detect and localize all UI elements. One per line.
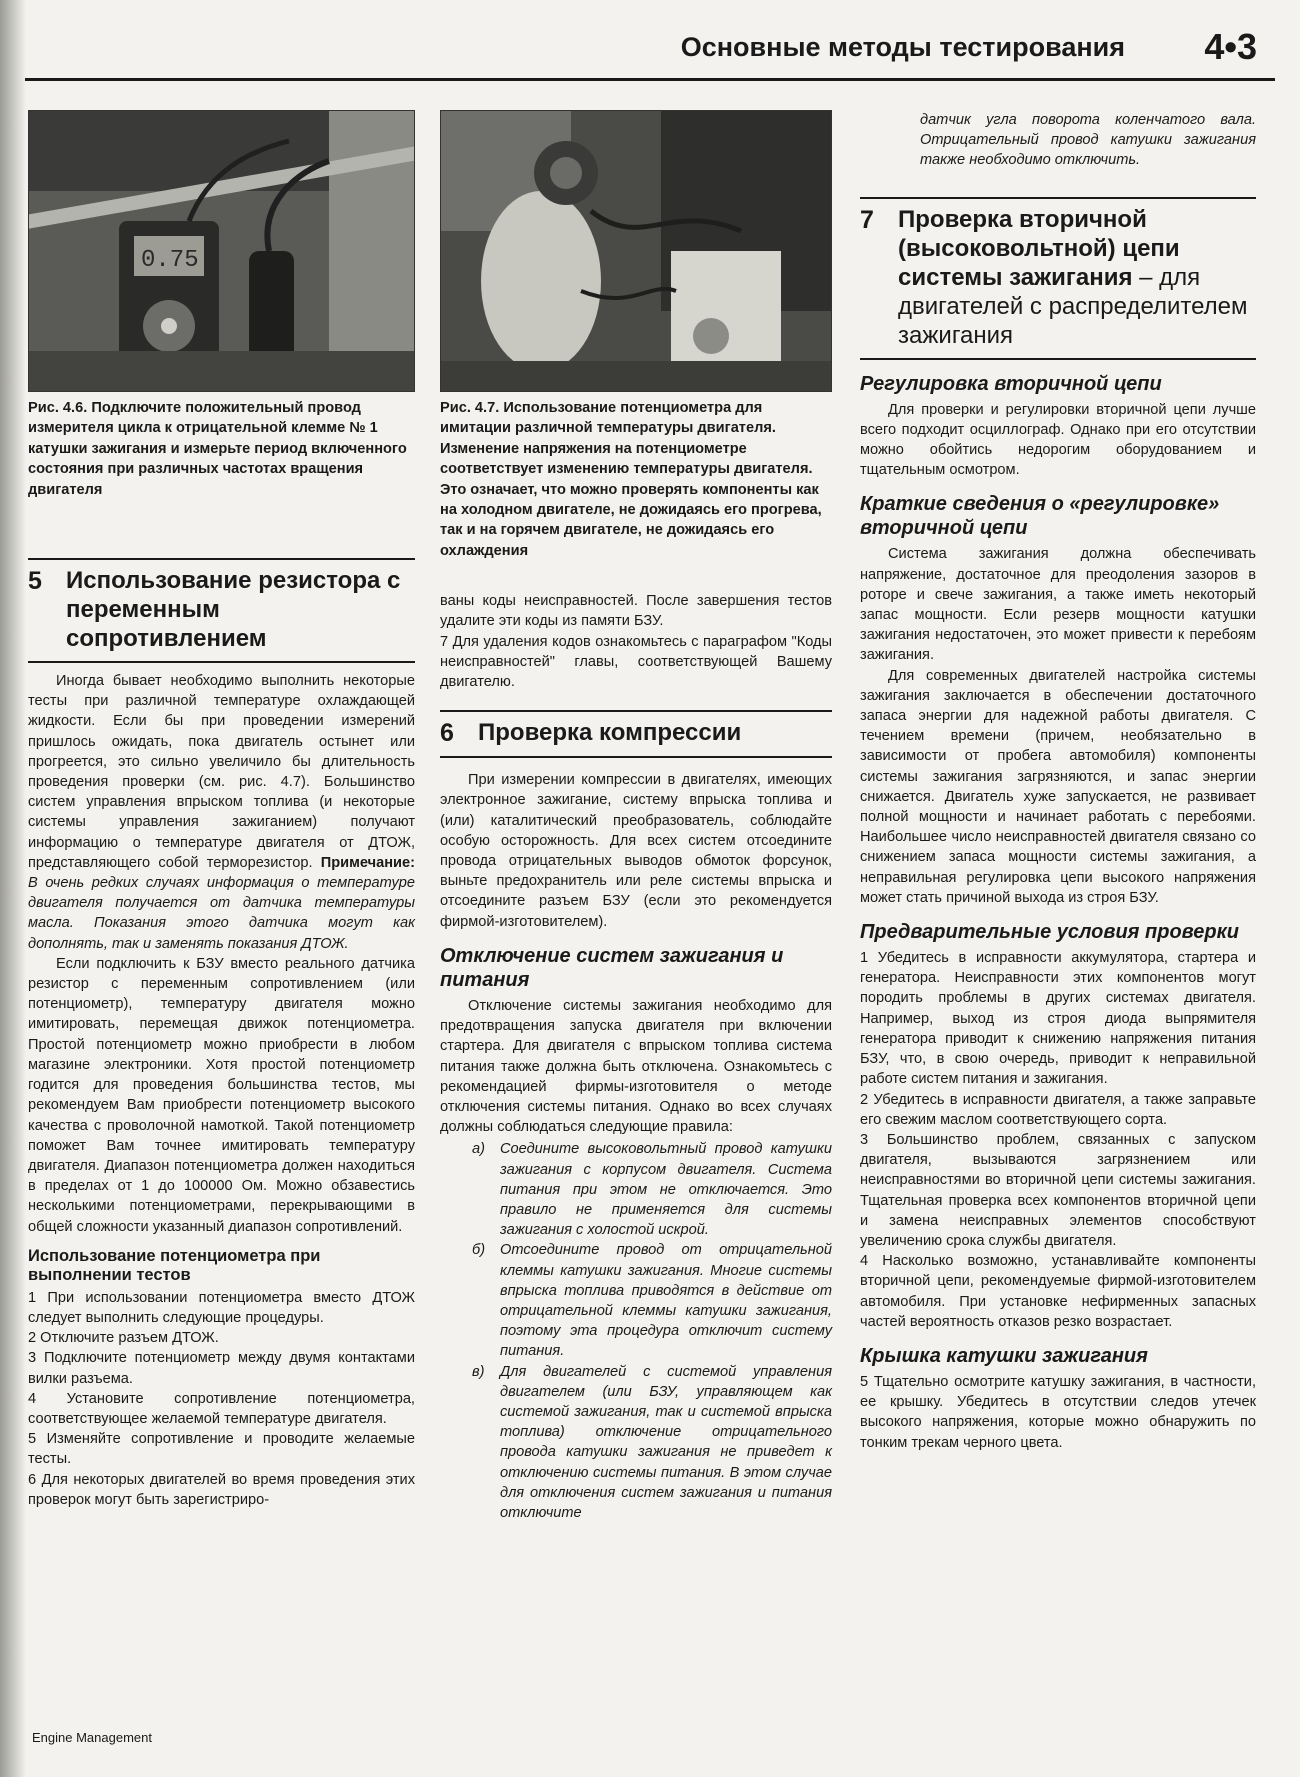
page-header [25, 28, 1275, 81]
step-item: 3 Большинство проблем, связанных с запуском двигателя, вызываются загрязнением или неисправностями во вторичной цепи системы зажигания. Тщательная проверка всех компонентов вторичной цепи и замена неисправных элементов способствуют увеличению срока службы двигателя. [860, 1131, 1256, 1249]
rule-item: в) Для двигателей с системой управления двигателем (или БЗУ, управляющем как системой зажигания, так и системой впрыска топлива) отключение отрицательного провода катушки зажигания не приведет к отключению системы питания. В этом случае для отключения систем зажигания и питания отключите [472, 1363, 832, 1521]
figure-4-6-photo [28, 110, 415, 392]
paragraph-regulation: Для проверки и регулировки вторичной цепи лучше всего подходит осциллограф. Однако при его отсутствии можно обойтись недорогим оборудованием и тщательным осмотром. [860, 401, 1256, 479]
step-item: 6 Для некоторых двигателей во время проведения этих проверок могут быть зарегистриро- [28, 1471, 415, 1508]
section-6-title: Проверка компрессии [478, 719, 742, 747]
section-6-number: 6 [440, 719, 454, 748]
section-6-paragraph-1: При измерении компрессии в двигателях, имеющих электронное зажигание, систему впрыска топлива и (или) каталитический преобразователь, соблюдайте особую осторожность. Для всех систем отсоедините провода отрицательных выводов обмоток форсунок, выньте предохранитель или реле системы впрыска и отсоедините разъем БЗУ (если это рекомендуется фирмой-изготовителем). [440, 772, 832, 930]
section-7-heading [860, 197, 1256, 360]
page-number: 4•3 [1204, 26, 1257, 67]
figure-4-7-photo [440, 110, 832, 392]
figure-4-7-image [441, 111, 832, 391]
step-item: 1 Убедитесь в исправности аккумулятора, стартера и генератора. Неисправности этих компонентов могут породить проблемы в других системах двигателя. Например, выход из строя диода выпрямителя генератора приводит к снижению напряжения питания БЗУ, что, в свою очередь, приводит к неправильной работе систем питания и зажигания. [860, 950, 1256, 1088]
section-5-heading [28, 558, 415, 663]
column-left [28, 110, 415, 1510]
section-5-paragraph-1: Иногда бывает необходимо выполнить некоторые тесты при различной температуре охлаждающей жидкости. Если бы при проведении измерений пришлось ожидать, пока двигатель остынет или прогреется, это сильно увеличило бы длительность проведения проверки (см. рис. 4.7). Большинство систем управления впрыском топлива (и некоторые системы управления зажиганием) получают информацию о температуре двигателя от ДТОЖ, представляющего собой терморезистор. Примечание: В очень редких случаях информация о температуре двигателя получается от датчика температуры масла. Показания этого датчика могут как дополнять, так и заменять показания ДТОЖ. [28, 673, 415, 952]
meter-display: 0.75 [141, 247, 199, 274]
rules-list [440, 1139, 832, 1523]
section-6-heading [440, 710, 832, 758]
page-header-title: Основные методы тестирования [680, 32, 1125, 62]
section-5-steps [28, 1288, 415, 1510]
section-6-paragraph-2: Отключение системы зажигания необходимо для предотвращения запуска двигателя при включении стартера. Для двигателя с впрыском топлива система питания также должна быть отключена. Ознакомьтесь с рекомендацией фирмы-изготовителя о методе отключения системы питания. Однако во всех случаях должны соблюдаться следующие правила: [440, 997, 832, 1136]
page-footer: Engine Management [32, 1730, 152, 1745]
step-item: 2 Отключите разъем ДТОЖ. [28, 1330, 219, 1347]
step-item: 5 Тщательно осмотрите катушку зажигания, в частности, ее крышку. Убедитесь в отсутствии следов утечек высокого напряжения, которые можно обнаружить по тонким трекам черного цвета. [860, 1373, 1256, 1451]
column-middle [440, 110, 832, 1523]
section-5-subheading: Использование потенциометра при выполнении тестов [28, 1246, 321, 1284]
step-item: 2 Убедитесь в исправности двигателя, а также заправьте его свежим маслом соответствующего сорта. [860, 1091, 1256, 1128]
step-item: 1 При использовании потенциометра вместо ДТОЖ следует выполнить следующие процедуры. [28, 1289, 415, 1326]
subheading-secondary-regulation: Регулировка вторичной цепи [860, 372, 1162, 395]
page-edge-shadow [0, 0, 26, 1777]
figure-4-7-caption: Рис. 4.7. Использование потенциометра для имитации различной температуры двигателя. Изменение напряжения на потенциометре соответствует изменению температуры двигателя. Это означает, что можно проверять компоненты как на холодном двигателе, не дожидаясь его прогрева, так и на горячем двигателе, не дожидаясь его охлаждения [440, 400, 822, 559]
paragraph-brief-1: Система зажигания должна обеспечивать напряжение, достаточное для преодоления зазоров в роторе и свече зажигания, а также иметь некоторый запас мощности. Если резерв мощности катушки зажигания недостаточен, это может привести к перебоям зажигания. [860, 546, 1256, 664]
step-item: 4 Насколько возможно, устанавливайте компоненты вторичной цепи, рекомендуемые фирмой-изготовителем автомобиля. При установке нефирменных запасных частей вероятность отказов резко возрастает. [860, 1253, 1256, 1330]
figure-4-6-image [29, 111, 415, 391]
section-5-number: 5 [28, 567, 42, 596]
subheading-coil-cap: Крышка катушки зажигания [860, 1344, 1148, 1367]
section-6-subheading: Отключение систем зажигания и питания [440, 944, 784, 991]
column-right [860, 110, 1256, 1453]
continued-text: ваны коды неисправностей. После завершения тестов удалите эти коды из памяти БЗУ. [440, 593, 832, 630]
rule-item: б) Отсоедините провод от отрицательной клеммы катушки зажигания. Многие системы впрыска топлива приводятся в действие от отрицательной клеммы катушки зажигания, поэтому эта процедура отключит систему питания. [472, 1242, 832, 1360]
continued-text: датчик угла поворота коленчатого вала. Отрицательный провод катушки зажигания также необходимо отключить. [920, 112, 1256, 169]
subheading-brief-info: Краткие сведения о «регулировке» вторичной цепи [860, 493, 1220, 540]
figure-4-6-caption: Рис. 4.6. Подключите положительный провод измерителя цикла к отрицательной клемме № 1 катушки зажигания и измерьте период включенного состояния при различных частотах вращения двигателя [28, 400, 407, 498]
step-item: 7 Для удаления кодов ознакомьтесь с параграфом "Коды неисправностей" главы, соответствующей Вашему двигателю. [440, 633, 832, 691]
subheading-preconditions: Предварительные условия проверки [860, 921, 1239, 944]
step-item: 4 Установите сопротивление потенциометра, соответствующее желаемой температуре двигателя. [28, 1390, 415, 1427]
precondition-steps [860, 948, 1256, 1332]
step-item: 5 Изменяйте сопротивление и проводите желаемые тесты. [28, 1431, 415, 1468]
paragraph-brief-2: Для современных двигателей настройка системы зажигания заключается в обеспечении достаточного запаса энергии для надежной работы двигателя. С течением времени (причем, необязательно в зависимости от пробега автомобиля) компоненты системы зажигания загрязняются, и запас энергии снижается. Двигатель хуже запускается, не развивает полной мощности и начинает работать с перебоями. Наибольшее число неисправностей двигателя связано со снижением запаса мощности системы зажигания, а неправильная регулировка цепи высокого напряжения может стать причиной выхода из строя БЗУ. [860, 667, 1256, 906]
section-7-title: Проверка вторичной (высоковольтной) цепи системы зажигания – для двигателей с распределителем зажигания [898, 205, 1248, 349]
section-7-number: 7 [860, 205, 874, 234]
rule-item: а) Соедините высоковольтный провод катушки зажигания с корпусом двигателя. Система питания при этом не отключается. Это правило не применяется для системы зажигания с холостой искрой. [472, 1141, 832, 1239]
section-5-paragraph-2: Если подключить к БЗУ вместо реального датчика резистор с переменным сопротивлением (или потенциометр), температуру двигателя можно имитировать, перемещая движок потенциометра. Простой потенциометр можно приобрести в любом магазине электроники. Хотя простой потенциометр годится для проведения большинства тестов, мы рекомендуем Вам приобрести потенциометр высокого качества с проволочной намоткой. Такой потенциометр поможет Вам точнее имитировать температуру двигателя. Диапазон потенциометра должен находиться в пределах от 1 до 100000 Ом. Можно обзавестись несколькими потенциометрами, перекрывающими в общей сложности указанный диапазон сопротивлений. [28, 955, 415, 1235]
step-item: 3 Подключите потенциометр между двумя контактами вилки разъема. [28, 1350, 415, 1387]
section-5-title: Использование резистора с переменным сопротивлением [66, 567, 401, 653]
